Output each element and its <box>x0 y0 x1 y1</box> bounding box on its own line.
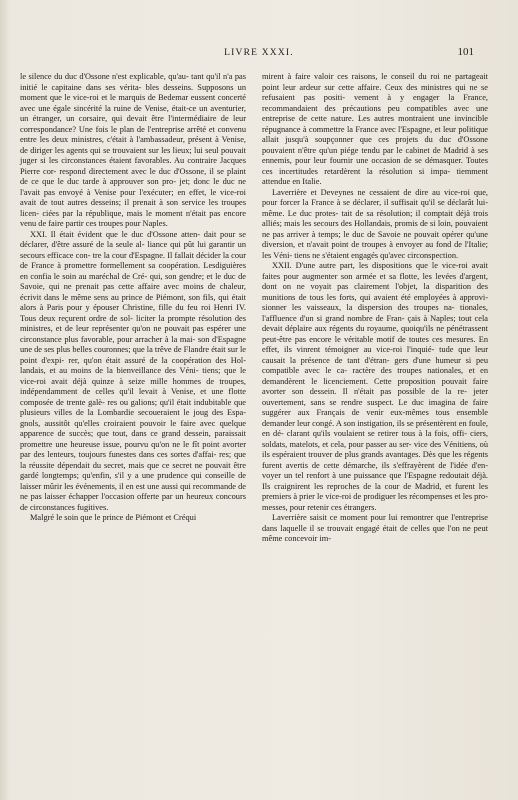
page-header <box>0 48 518 62</box>
paragraph: Laverrière et Deveynes ne cessaient de dire au vice-roi que, pour forcer la France à se déclarer, il suffisait qu'il se déclarât lui-même. Le duc protes- tait de sa résolution; il comptait déjà trois alliés; mais les secours des Hollandais, promis de si loin, pouvaient ne pas arriver à temps; le duc de Savoie ne pouvait opérer qu'une diversion, et n'avait point de troupes à envoyer au fond de l'Italie; les Véni- tiens ne s'étaient engagés qu'avec circonspection. <box>262 187 488 260</box>
paragraph: le silence du duc d'Ossone n'est explicable, qu'au- tant qu'il n'a pas initié le capitaine dans ses vérita- bles desseins. Supposons un moment que le vice-roi et le marquis de Bedemar eussent concerté avec une égale sincérité la ruine de Venise, était-ce un aventurier, un étranger, un corsaire, qui devait être l'intermédiaire de leur correspondance? Une fois le plan de l'entreprise arrêté et convenu entre les deux ministres, c'était à l'ambassadeur, présent à Venise, de diriger les agents qui se trouvaient sur les lieux; lui seul pouvait juger si les circonstances étaient favorables. Au contraire Jacques Pierre cor- respond directement avec le duc d'Ossone, il se plaint de ce que le duc tarde à approuver son pro- jet; donc le duc ne l'avait pas envoyé à Venise pour l'exécuter; en effet, le vice-roi avait de tout autres desseins; il prenait à son service les troupes licen- ciées par la république, mais le moment n'était pas encore venu de faire partir ces troupes pour Naples. <box>20 72 246 228</box>
right-column <box>262 72 488 545</box>
paragraph: Laverrière saisit ce moment pour lui remontrer que l'entreprise dans laquelle il se trouvait engagé était de celles que l'on ne peut même concevoir im- <box>262 513 488 543</box>
text-columns <box>20 72 488 545</box>
page-number: 101 <box>457 46 474 58</box>
paragraph: Malgré le soin que le prince de Piémont et Créqui <box>30 513 197 522</box>
paragraph: mirent à faire valoir ces raisons, le conseil du roi ne partageait point leur ardeur sur cette affaire. Ceux des ministres qui ne se refusaient pas positi- vement à y engager la France, recommandaient des précautions peu compatibles avec une entreprise de cette nature. Les autres montraient une invincible répugnance à commettre la France avec l'Espagne, et leur politique allait jusqu'à soupçonner que ces projets du duc d'Ossone pouvaient n'être qu'un piége tendu par le cabinet de Madrid à ses ennemis, pour leur fournir une occasion de se démasquer. Toutes ces incertitudes retardèrent la résolution si impa- tiemment attendue en Italie. <box>262 72 488 186</box>
paragraph: XXII. D'une autre part, les dispositions que le vice-roi avait faites pour augmenter son armée et sa flotte, les levées d'argent, dont on ne voyait pas clairement l'objet, la disparition des munitions de tous les forts, qui avaient été employées à approvi- sionner les vaisseaux, la dispersion des troupes na- tionales, l'affluence d'un si grand nombre de Fran- çais à Naples; tout cela devait déplaire aux régents du royaume, quoiqu'ils ne pénétrassent peut-être pas encore le véritable motif de toutes ces mesures. En effet, ils vinrent témoigner au vice-roi l'inquié- tude que leur causait la présence de tant d'étran- gers d'une humeur si peu compatible avec le ca- ractère des troupes nationales, et en demandèrent le licenciement. Cette proposition pouvait faire avorter son dessein. Il n'était pas possible de la re- jeter ouvertement, sans se rendre suspect. Le duc imagina de faire suggérer aux Français de venir eux-mêmes tous ensemble demander leur congé. A son instigation, ils se présentèrent en foule, en dé- clarant qu'ils voulaient se retirer tous à la fois, offi- ciers, soldats, matelots, et cela, pour passer au ser- vice des Vénitiens, où ils espéraient trouver de plus grands avantages. Dès que les régents furent avertis de cette démarche, ils s'effrayèrent de l'idée d'en- voyer un tel renfort à une puissance que l'Espagne redoutait déjà. Ils craignirent les reproches de la cour de Madrid, et furent les premiers à prier le vice-roi de prodiguer les récompenses et les pro- messes, pour retenir ces étrangers. <box>262 261 488 512</box>
running-head: LIVRE XXXI. <box>224 48 294 58</box>
paragraph: XXI. Il était évident que le duc d'Ossone atten- dait pour se déclarer, d'être assuré de la seule al- liance qui pût lui garantir un secours efficace con- tre la cour d'Espagne. Il fallait décider la cour de France à promettre formellement sa coopération. Lesdiguières en confia le soin au maréchal de Cré- qui, son gendre; et le duc de Savoie, qui ne prenait pas cette affaire avec moins de chaleur, écrivit dans le même sens au prince de Piémont, son fils, qui était alors à Paris pour y épouser Christine, fille du feu roi Henri IV. Tous deux reçurent ordre de sol- liciter la prompte résolution des ministres, et de leur représenter qu'on ne pouvait pas espérer une circonstance plus favorable, pour arracher à la mai- son d'Espagne une de ses plus belles couronnes; que la trêve de Flandre était sur le point d'expi- rer, qu'on était assuré de la coopération des Hol- landais, et au moins de la bienveillance des Véni- tiens; que le vice-roi avait déjà quinze à seize mille hommes de troupes, indépendamment de celles qu'il levait à Venise, et une flotte composée de trente galè- res ou galions; qu'il était indubitable que plusieurs villes de la Lombardie secoueraient le joug des Espa- gnols, aussitôt qu'elles croiraient pouvoir le faire avec quelque apparence de succès; que tout, dans ce grand dessein, paraissait promettre une heureuse issue, pourvu qu'on ne le fît point avorter par des lenteurs, toujours funestes dans ces sortes d'affai- res; que la réussite dépendait du secret, mais que ce secret ne pouvait être gardé longtemps; qu'enfin, s'il y a une prudence qui conseille de laisser mûrir les événements, il en est une aussi qui recommande de ne pas laisser échapper l'occasion offerte par un heureux concours de circonstances fugitives. <box>20 229 246 512</box>
left-column <box>20 72 246 545</box>
